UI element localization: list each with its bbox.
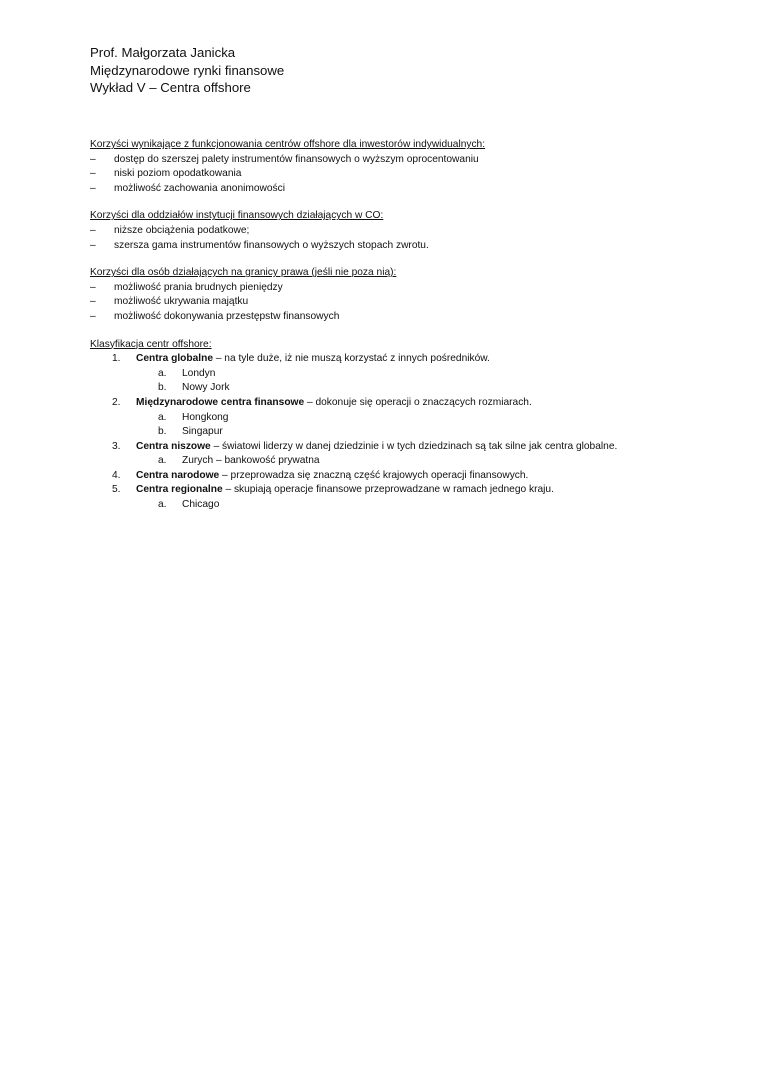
- section-title: Klasyfikacja centr offshore:: [90, 338, 212, 350]
- dash-bullet: –: [90, 281, 96, 293]
- document-body: [90, 138, 730, 526]
- item-number: 5.: [112, 484, 121, 496]
- lettered-item: [90, 454, 730, 469]
- item-name: Centra niszowe: [136, 440, 211, 452]
- section-classification: [90, 338, 730, 513]
- list-item: [90, 295, 730, 310]
- item-description: – dokonuje się operacji o znaczących rozmiarach.: [304, 396, 532, 408]
- item-name: Centra globalne: [136, 353, 213, 365]
- lettered-item: [90, 425, 730, 440]
- dash-bullet: –: [90, 310, 96, 322]
- item-description: – przeprowadza się znaczną część krajowych operacji finansowych.: [219, 469, 529, 481]
- lettered-item-text: Zurych – bankowość prywatna: [182, 455, 320, 467]
- section-individual-investors: [90, 138, 730, 196]
- lettered-item: [90, 381, 730, 396]
- list-item-text: możliwość zachowania anonimowości: [114, 182, 285, 194]
- lettered-item-text: Singapur: [182, 426, 223, 438]
- classification-item-5: [90, 483, 730, 512]
- numbered-item-line: [90, 352, 730, 367]
- list-item-text: możliwość prania brudnych pieniędzy: [114, 281, 283, 293]
- list-item-text: szersza gama instrumentów finansowych o wyższych stopach zwrotu.: [114, 239, 429, 251]
- lettered-item-text: Nowy Jork: [182, 382, 230, 394]
- course-title: Międzynarodowe rynki finansowe: [90, 62, 285, 78]
- section-borderline-legal: [90, 266, 730, 324]
- list-item: [90, 239, 730, 254]
- item-letter: a.: [158, 367, 167, 379]
- lettered-item-text: Chicago: [182, 499, 220, 511]
- list-item-text: możliwość ukrywania majątku: [114, 296, 249, 308]
- document-header: [90, 44, 284, 97]
- lettered-item: [90, 498, 730, 513]
- item-description: – światowi liderzy w danej dziedzinie i w tych dziedzinach są tak silne jak centra globalne.: [210, 440, 618, 452]
- lettered-list: [90, 411, 730, 440]
- lettered-item: [90, 367, 730, 382]
- item-number: 1.: [112, 353, 121, 365]
- bullet-list: [90, 224, 730, 253]
- list-item-text: niski poziom opodatkowania: [114, 168, 242, 180]
- numbered-list: [90, 352, 730, 513]
- author-line: Prof. Małgorzata Janicka: [90, 45, 236, 60]
- list-item: [90, 167, 730, 182]
- numbered-item-line: [90, 396, 730, 411]
- lettered-item-text: Londyn: [182, 367, 216, 379]
- numbered-item-line: [90, 483, 730, 498]
- item-letter: b.: [158, 426, 167, 438]
- lecture-title: Wykład V – Centra offshore: [90, 80, 251, 95]
- classification-item-1: [90, 352, 730, 396]
- list-item-text: niższe obciążenia podatkowe;: [114, 224, 250, 236]
- list-item: [90, 310, 730, 325]
- item-letter: a.: [158, 499, 167, 511]
- bullet-list: [90, 281, 730, 325]
- item-letter: a.: [158, 455, 167, 467]
- lettered-list: [90, 367, 730, 396]
- section-title: Korzyści dla osób działających na granicy prawa (jeśli nie poza nią):: [90, 267, 397, 279]
- dash-bullet: –: [90, 239, 96, 251]
- list-item-text: możliwość dokonywania przestępstw finansowych: [114, 310, 340, 322]
- list-item: [90, 281, 730, 296]
- item-number: 2.: [112, 396, 121, 408]
- dash-bullet: –: [90, 168, 96, 180]
- item-name: Centra regionalne: [136, 484, 223, 496]
- item-description: – na tyle duże, iż nie muszą korzystać z innych pośredników.: [212, 353, 490, 365]
- item-number: 3.: [112, 440, 121, 452]
- section-title: Korzyści dla oddziałów instytucji finansowych działających w CO:: [90, 210, 384, 222]
- list-item: [90, 224, 730, 239]
- list-item: [90, 153, 730, 168]
- lettered-item: [90, 411, 730, 426]
- item-letter: b.: [158, 382, 167, 394]
- classification-item-3: [90, 440, 730, 469]
- section-institution-branches: [90, 209, 730, 253]
- item-number: 4.: [112, 469, 121, 481]
- item-description: – skupiają operacje finansowe przeprowadzane w ramach jednego kraju.: [222, 484, 554, 496]
- dash-bullet: –: [90, 153, 96, 165]
- list-item: [90, 182, 730, 197]
- dash-bullet: –: [90, 296, 96, 308]
- list-item-text: dostęp do szerszej palety instrumentów finansowych o wyższym oprocentowaniu: [114, 153, 479, 165]
- lettered-list: [90, 454, 730, 469]
- classification-item-4: [90, 469, 730, 484]
- classification-item-2: [90, 396, 730, 440]
- item-name: Międzynarodowe centra finansowe: [136, 396, 305, 408]
- lettered-list: [90, 498, 730, 513]
- dash-bullet: –: [90, 182, 96, 194]
- dash-bullet: –: [90, 224, 96, 236]
- numbered-item-line: [90, 469, 730, 484]
- lettered-item-text: Hongkong: [182, 411, 229, 423]
- bullet-list: [90, 153, 730, 197]
- section-title: Korzyści wynikające z funkcjonowania centrów offshore dla inwestorów indywidualnych:: [90, 139, 486, 150]
- item-name: Centra narodowe: [136, 469, 220, 481]
- numbered-item-line: [90, 440, 730, 455]
- item-letter: a.: [158, 411, 167, 423]
